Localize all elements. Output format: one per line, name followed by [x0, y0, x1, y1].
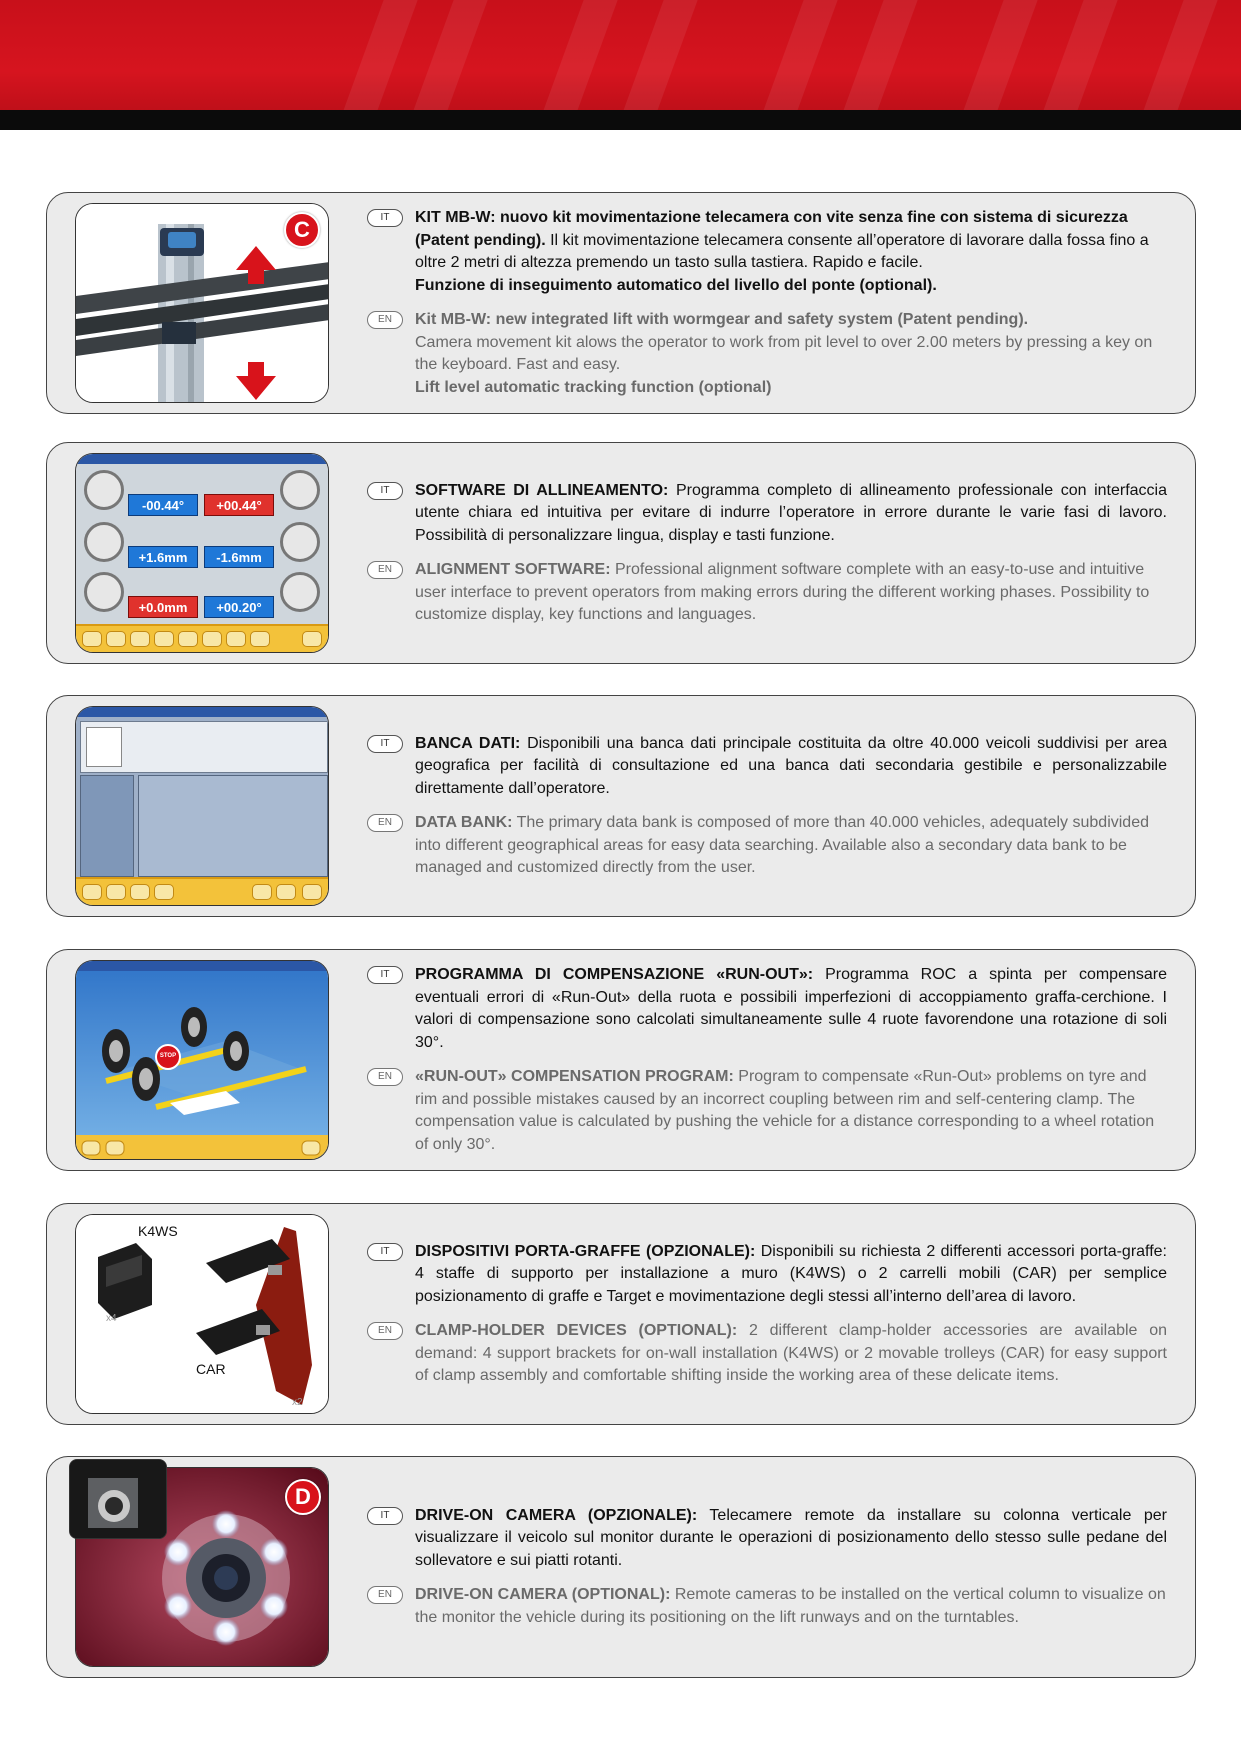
it-heading: PROGRAMMA DI COMPENSAZIONE «RUN-OUT»: — [415, 966, 814, 983]
en-heading: «RUN-OUT» COMPENSATION PROGRAM: — [415, 1068, 734, 1085]
paragraph-en — [367, 559, 1167, 627]
en-heading: CLAMP-HOLDER DEVICES (OPTIONAL): — [415, 1322, 738, 1339]
lang-tag-en: EN — [367, 1586, 403, 1604]
stop-sign-label: STOP — [159, 1053, 177, 1059]
toolbar-button — [202, 631, 222, 647]
section-text — [367, 950, 1167, 1170]
it-heading: KIT MB-W: nuovo kit movimentazione telecamera con vite senza fine con sistema di sicurezza (Patent pending). — [415, 209, 1128, 249]
page-header-banner — [0, 0, 1241, 130]
label-k4ws: K4WS — [138, 1223, 178, 1239]
it-body: Programma ROC a spinta per compensare eventuali errori di «Run-Out» della ruota e possibili imperfezioni di accoppiamento graffa-cerchione. I valori di compensazione sono calcolati simultaneamente sulle 4 ruote favorendone una rotazione di soli 30°. — [415, 966, 1167, 1051]
paragraph-en — [367, 309, 1167, 399]
it-heading-2: Funzione di inseguimento automatico del livello del ponte (optional). — [415, 276, 937, 294]
section-badge: C — [284, 212, 320, 248]
label-x4: x4 — [106, 1313, 117, 1324]
runout-screenshot — [75, 960, 329, 1160]
readout-value: +1.6mm — [128, 546, 198, 568]
section-text — [367, 1204, 1167, 1424]
toolbar — [76, 877, 328, 905]
en-body: 2 different clamp-holder accessories are available on demand: 4 support brackets for on-wall installation (K4WS) or 2 movable trolleys (CAR) for easy support of clamp assembly and comfortable shifting inside the working area of these delicate items. — [415, 1322, 1168, 1384]
en-heading: DATA BANK: — [415, 814, 513, 831]
paragraph-it — [367, 733, 1167, 801]
paragraph-it — [367, 207, 1167, 297]
section-kit-mbw — [46, 192, 1196, 414]
toolbar-button — [106, 884, 126, 900]
section-alignment-software — [46, 442, 1196, 664]
section-text — [367, 193, 1167, 413]
it-body: Disponibili una banca dati principale costituita da oltre 40.000 veicoli suddivisi per area geografica per facilità di consultazione ed una banca dati secondaria gestibile e personalizzabile direttamente dall’operatore. — [415, 734, 1168, 797]
en-body: The primary data bank is composed of more than 40.000 vehicles, adequately subdivided into different geographical areas for easy data searching. Available also a secondary data bank to be managed and customized directly from the user. — [415, 814, 1149, 876]
en-heading: ALIGNMENT SOFTWARE: — [415, 561, 611, 578]
vehicle-detail-area — [138, 775, 328, 877]
data-bank-screenshot — [75, 706, 329, 906]
it-heading: DRIVE-ON CAMERA (OPZIONALE): — [415, 1506, 698, 1524]
en-heading: DRIVE-ON CAMERA (OPTIONAL): — [415, 1586, 671, 1604]
readout-value: +00.20° — [204, 596, 274, 618]
label-car: CAR — [196, 1361, 226, 1377]
section-runout-compensation — [46, 949, 1196, 1171]
camera-inset-image — [69, 1459, 167, 1539]
drive-on-camera-image — [75, 1467, 329, 1667]
toolbar-button — [252, 884, 272, 900]
camera-inset-illustration — [70, 1460, 166, 1538]
it-heading: DISPOSITIVI PORTA-GRAFFE (OPZIONALE): — [415, 1242, 756, 1260]
it-body: Telecamere remote da installare su colonna verticale per visualizzare il veicolo sul monitor durante le operazioni di posizionamento dello stesso sulle pedane del sollevatore e sui piatti rotanti. — [415, 1506, 1168, 1569]
section-clamp-holder — [46, 1203, 1196, 1425]
label-x2: x2 — [292, 1397, 303, 1408]
toolbar-button — [302, 631, 322, 647]
paragraph-it — [367, 480, 1167, 548]
toolbar-button — [178, 631, 198, 647]
gauge-icon — [84, 572, 124, 612]
lang-tag-en: EN — [367, 1322, 403, 1340]
paragraph-en — [367, 1584, 1167, 1629]
vehicle-list — [80, 775, 134, 877]
header-black-band — [0, 110, 1241, 130]
section-data-bank — [46, 695, 1196, 917]
toolbar-button — [226, 631, 246, 647]
toolbar-button — [154, 884, 174, 900]
readout-value: +0.0mm — [128, 596, 198, 618]
paragraph-en — [367, 1320, 1167, 1388]
en-body: Camera movement kit alows the operator to work from pit level to over 2.00 meters by pressing a key on the keyboard. Fast and easy. — [415, 333, 1153, 373]
camera-lift-image — [75, 203, 329, 403]
en-heading-2: Lift level automatic tracking function (optional) — [415, 378, 772, 396]
gauge-icon — [280, 470, 320, 510]
it-body: Programma completo di allineamento professionale con interfaccia utente chiara ed intuitiva per evitare di indurre l’operatore in errore durante le varie fasi di lavoro. Possibilità di personalizzare lingua, display e tasti funzione. — [415, 481, 1167, 544]
lang-tag-it: IT — [367, 735, 403, 753]
en-heading: Kit MB-W: new integrated lift with wormgear and safety system (Patent pending). — [415, 311, 1029, 328]
toolbar — [76, 624, 328, 652]
lang-tag-it: IT — [367, 482, 403, 500]
paragraph-it — [367, 1505, 1167, 1573]
lang-tag-en: EN — [367, 1068, 403, 1086]
it-body: Il kit movimentazione telecamera consente all’operatore di lavorare dalla fossa fino a oltre 2 metri di altezza premendo un tasto sulla tastiera. Rapido e facile. — [415, 231, 1149, 271]
lang-tag-it: IT — [367, 966, 403, 984]
gauge-icon — [280, 522, 320, 562]
toolbar-button — [154, 631, 174, 647]
paragraph-en — [367, 812, 1167, 880]
toolbar-button — [106, 631, 126, 647]
section-drive-on-camera — [46, 1456, 1196, 1678]
toolbar-button — [130, 631, 150, 647]
readout-value: -1.6mm — [204, 546, 274, 568]
section-text — [367, 443, 1167, 663]
paragraph-it — [367, 964, 1167, 1054]
section-text — [367, 1457, 1167, 1677]
gauge-icon — [84, 470, 124, 510]
brand-logo — [86, 727, 122, 767]
lang-tag-en: EN — [367, 561, 403, 579]
toolbar-button — [250, 631, 270, 647]
paragraph-it — [367, 1241, 1167, 1309]
toolbar-button — [276, 884, 296, 900]
lang-tag-it: IT — [367, 1243, 403, 1261]
section-badge: D — [285, 1479, 321, 1515]
paragraph-en — [367, 1066, 1167, 1156]
lang-tag-it: IT — [367, 209, 403, 227]
clamp-holder-image — [75, 1214, 329, 1414]
toolbar-button — [302, 884, 322, 900]
lang-tag-en: EN — [367, 311, 403, 329]
alignment-software-screenshot — [75, 453, 329, 653]
lang-tag-en: EN — [367, 814, 403, 832]
gauge-icon — [280, 572, 320, 612]
toolbar-button — [82, 631, 102, 647]
readout-value: +00.44° — [204, 494, 274, 516]
runout-illustration — [76, 961, 329, 1160]
it-body: Disponibili su richiesta 2 differenti accessori porta-graffe: 4 staffe di supporto per installazione a muro (K4WS) o 2 carrelli mobili (CAR) per semplice posizionamento di graffe e Target e movimentazione degli stessi all’interno dell’area di lavoro. — [415, 1242, 1168, 1305]
en-body: Program to compensate «Run-Out» problems on tyre and rim and possible mistakes caused by an incorrect coupling between rim and self-centering clamp. The compensation value is calculated by pushing the vehicle for a distance corresponding to a wheel rotation of only 30°. — [415, 1068, 1155, 1153]
section-text — [367, 696, 1167, 916]
en-body: Professional alignment software complete with an easy-to-use and intuitive user interface to prevent operators from making errors during the different working phases. Possibility to customize display, key functions and languages. — [415, 561, 1150, 623]
it-heading: SOFTWARE DI ALLINEAMENTO: — [415, 481, 669, 499]
toolbar-button — [130, 884, 150, 900]
toolbar-button — [82, 884, 102, 900]
gauge-icon — [84, 522, 124, 562]
lang-tag-it: IT — [367, 1507, 403, 1525]
it-heading: BANCA DATI: — [415, 734, 521, 752]
en-body: Remote cameras to be installed on the vertical column to visualize on the monitor the vehicle during its positioning on the lift runways and on the turntables. — [415, 1586, 1166, 1626]
readout-value: -00.44° — [128, 494, 198, 516]
